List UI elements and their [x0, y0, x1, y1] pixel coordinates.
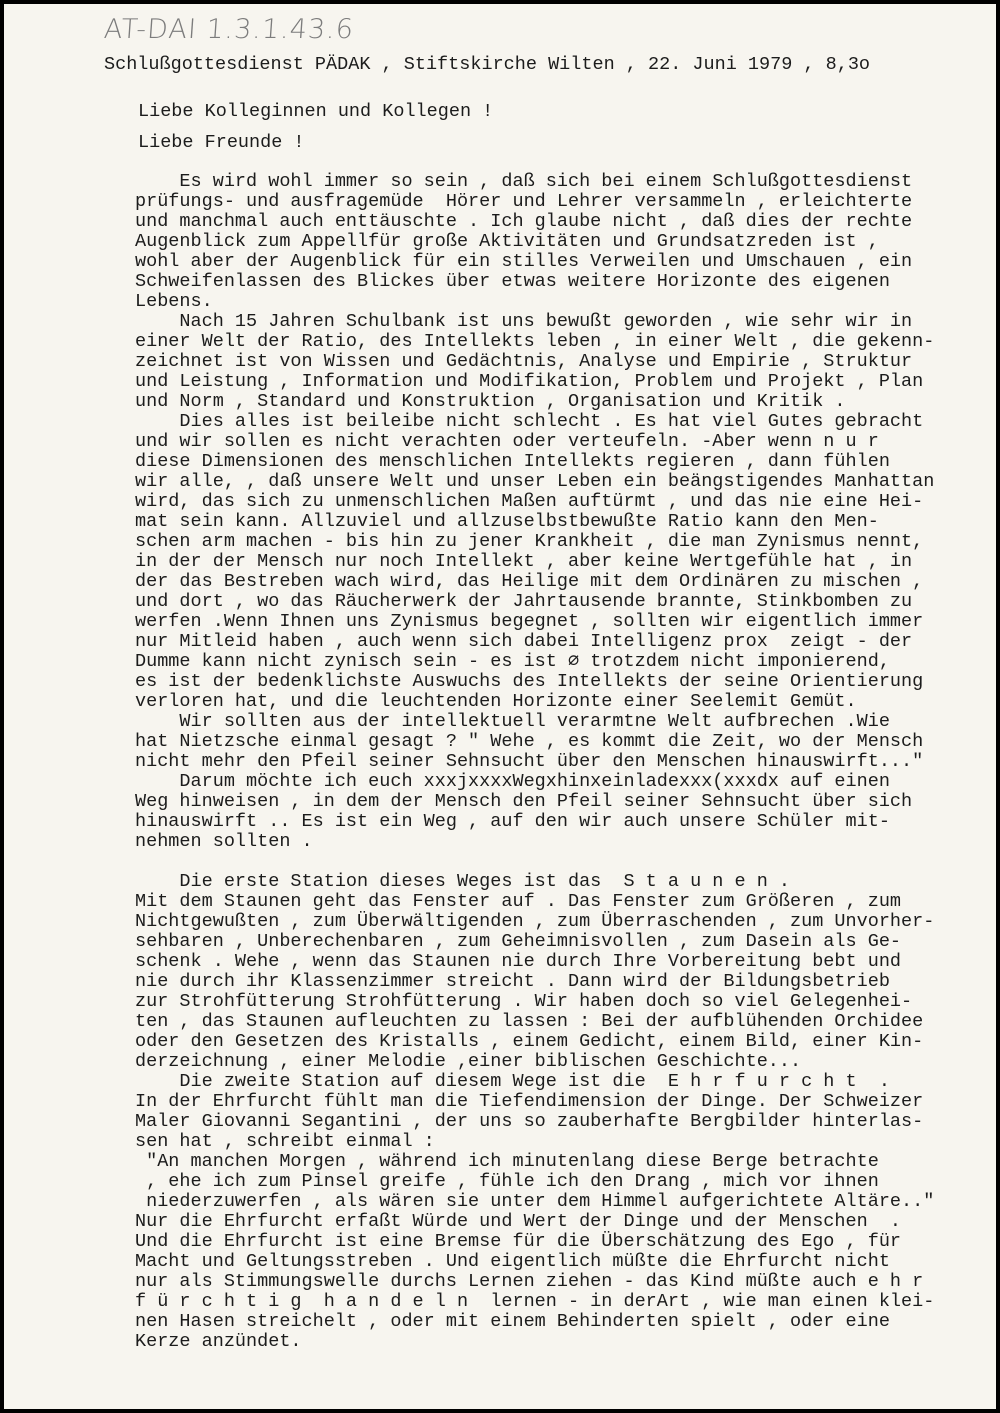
text-line: wird, das sich zu unmenschlichen Maßen auftürmt , und das nie eine Hei-: [135, 491, 924, 512]
text-line: nehmen sollten .: [135, 831, 313, 852]
text-line: Nichtgewußten , zum Überwältigenden , zum Überraschenden , zum Unvorher-: [135, 911, 935, 932]
body-section-1: [135, 172, 934, 852]
text-line: Lebens.: [135, 291, 213, 312]
text-line: hinauswirft .. Es ist ein Weg , auf den wir auch unsere Schüler mit-: [135, 811, 890, 832]
text-line: der das Bestreben wach wird, das Heilige mit dem Ordinären zu mischen ,: [135, 571, 924, 592]
text-line: Nur die Ehrfurcht erfaßt Würde und Wert der Dinge und der Menschen .: [135, 1211, 902, 1232]
text-line: Dumme kann nicht zynisch sein - es ist ∅ trotzdem nicht imponierend,: [135, 651, 890, 672]
text-line: Augenblick zum Appellfür große Aktivitäten und Grundsatzreden ist ,: [135, 231, 879, 252]
text-line: Kerze anzündet.: [135, 1331, 302, 1352]
text-line: niederzuwerfen , als wären sie unter dem Himmel aufgerichtete Altäre..": [135, 1191, 935, 1212]
archive-signature: AT-DAI 1.3.1.43.6: [102, 14, 355, 45]
text-line: oder den Gesetzen des Kristalls , einem Gedicht, einem Bild, einer Kin-: [135, 1031, 924, 1052]
text-line: verloren hat, und die leuchtenden Horizonte einer Seelemit Gemüt.: [135, 691, 857, 712]
text-line: Und die Ehrfurcht ist eine Bremse für die Überschätzung des Ego , für: [135, 1231, 902, 1252]
salutation-line: Liebe Kolleginnen und Kollegen !: [138, 101, 494, 122]
text-line: Die zweite Station auf diesem Wege ist die E h r f u r c h t .: [135, 1071, 890, 1092]
text-line: mat sein kann. Allzuviel und allzuselbstbewußte Ratio kann den Men-: [135, 511, 879, 532]
text-line: nie durch ihr Klassenzimmer streicht . Dann wird der Bildungsbetrieb: [135, 971, 890, 992]
text-line: "An manchen Morgen , während ich minutenlang diese Berge betrachte: [135, 1151, 879, 1172]
text-line: Macht und Geltungsstreben . Und eigentlich müßte die Ehrfurcht nicht: [135, 1251, 890, 1272]
text-line: hat Nietzsche einmal gesagt ? " Wehe , es kommt die Zeit, wo der Mensch: [135, 731, 924, 752]
text-line: Es wird wohl immer so sein , daß sich bei einem Schlußgottesdienst: [135, 171, 913, 192]
body-section-2: [135, 872, 934, 1352]
text-line: und wir sollen es nicht verachten oder verteufeln. -Aber wenn n u r: [135, 431, 879, 452]
text-line: Wir sollten aus der intellektuell verarmtne Welt aufbrechen .Wie: [135, 711, 890, 732]
text-line: Darum möchte ich euch xxxjxxxxWegxhinxeinladexxx(xxxdx auf einen: [135, 771, 890, 792]
text-line: Mit dem Staunen geht das Fenster auf . Das Fenster zum Größeren , zum: [135, 891, 902, 912]
text-line: Weg hinweisen , in dem der Mensch den Pfeil seiner Sehnsucht über sich: [135, 791, 913, 812]
text-line: f ü r c h t i g h a n d e l n lernen - in derArt , wie man einen klei-: [135, 1291, 935, 1312]
text-line: nur Mitleid haben , auch wenn sich dabei Intelligenz prox zeigt - der: [135, 631, 913, 652]
text-line: nicht mehr den Pfeil seiner Sehnsucht über den Menschen hinauswirft...": [135, 751, 924, 772]
text-line: Maler Giovanni Segantini , der uns so zauberhafte Bergbilder hinterlas-: [135, 1111, 924, 1132]
text-line: Nach 15 Jahren Schulbank ist uns bewußt geworden , wie sehr wir in: [135, 311, 913, 332]
salutation-line: Liebe Freunde !: [138, 132, 305, 153]
text-line: wir alle, , daß unsere Welt und unser Leben ein beängstigendes Manhattan: [135, 471, 935, 492]
text-line: prüfungs- und ausfragemüde Hörer und Lehrer versammeln , erleichterte: [135, 191, 913, 212]
text-line: sen hat , schreibt einmal :: [135, 1131, 435, 1152]
text-line: , ehe ich zum Pinsel greife , fühle ich den Drang , mich vor ihnen: [135, 1171, 879, 1192]
text-line: schenk . Wehe , wenn das Staunen nie durch Ihre Vorbereitung bebt und: [135, 951, 902, 972]
text-line: diese Dimensionen des menschlichen Intellekts regieren , dann fühlen: [135, 451, 890, 472]
text-line: und Leistung , Information und Modifikation, Problem und Projekt , Plan: [135, 371, 924, 392]
text-line: ten , das Staunen aufleuchten zu lassen : Bei der aufblühenden Orchidee: [135, 1011, 924, 1032]
text-line: Schweifenlassen des Blickes über etwas weitere Horizonte des eigenen: [135, 271, 890, 292]
text-line: Die erste Station dieses Weges ist das S t a u n e n .: [135, 871, 791, 892]
text-line: in der der Mensch nur noch Intellekt , aber keine Wertgefühle hat , in: [135, 551, 913, 572]
text-line: nur als Stimmungswelle durchs Lernen ziehen - das Kind müßte auch e h r: [135, 1271, 924, 1292]
text-line: derzeichnung , einer Melodie ,einer biblischen Geschichte...: [135, 1051, 802, 1072]
text-line: einer Welt der Ratio, des Intellekts leben , in einer Welt , die gekenn-: [135, 331, 935, 352]
document-page: [4, 4, 996, 1409]
text-line: und Norm , Standard und Konstruktion , Organisation und Kritik .: [135, 391, 846, 412]
document-header: Schlußgottesdienst PÄDAK , Stiftskirche Wilten , 22. Juni 1979 , 8,3o: [104, 54, 871, 75]
text-line: zeichnet ist von Wissen und Gedächtnis, Analyse und Empirie , Struktur: [135, 351, 913, 372]
text-line: es ist der bedenklichste Auswuchs des Intellekts der seine Orientierung: [135, 671, 924, 692]
text-line: In der Ehrfurcht fühlt man die Tiefendimension der Dinge. Der Schweizer: [135, 1091, 924, 1112]
text-line: wohl aber der Augenblick für ein stilles Verweilen und Umschauen , ein: [135, 251, 913, 272]
text-line: zur Strohfütterung Strohfütterung . Wir haben doch so viel Gelegenhei-: [135, 991, 913, 1012]
text-line: Dies alles ist beileibe nicht schlecht . Es hat viel Gutes gebracht: [135, 411, 924, 432]
text-line: schen arm machen - bis hin zu jener Krankheit , die man Zynismus nennt,: [135, 531, 924, 552]
text-line: werfen .Wenn Ihnen uns Zynismus begegnet , sollten wir eigentlich immer: [135, 611, 924, 632]
text-line: und manchmal auch enttäuschte . Ich glaube nicht , daß dies der rechte: [135, 211, 913, 232]
text-line: und dort , wo das Räucherwerk der Jahrtausende brannte, Stinkbomben zu: [135, 591, 913, 612]
text-line: nen Hasen streichelt , oder mit einem Behinderten spielt , oder eine: [135, 1311, 890, 1332]
text-line: sehbaren , Unberechenbaren , zum Geheimnisvollen , zum Dasein als Ge-: [135, 931, 902, 952]
